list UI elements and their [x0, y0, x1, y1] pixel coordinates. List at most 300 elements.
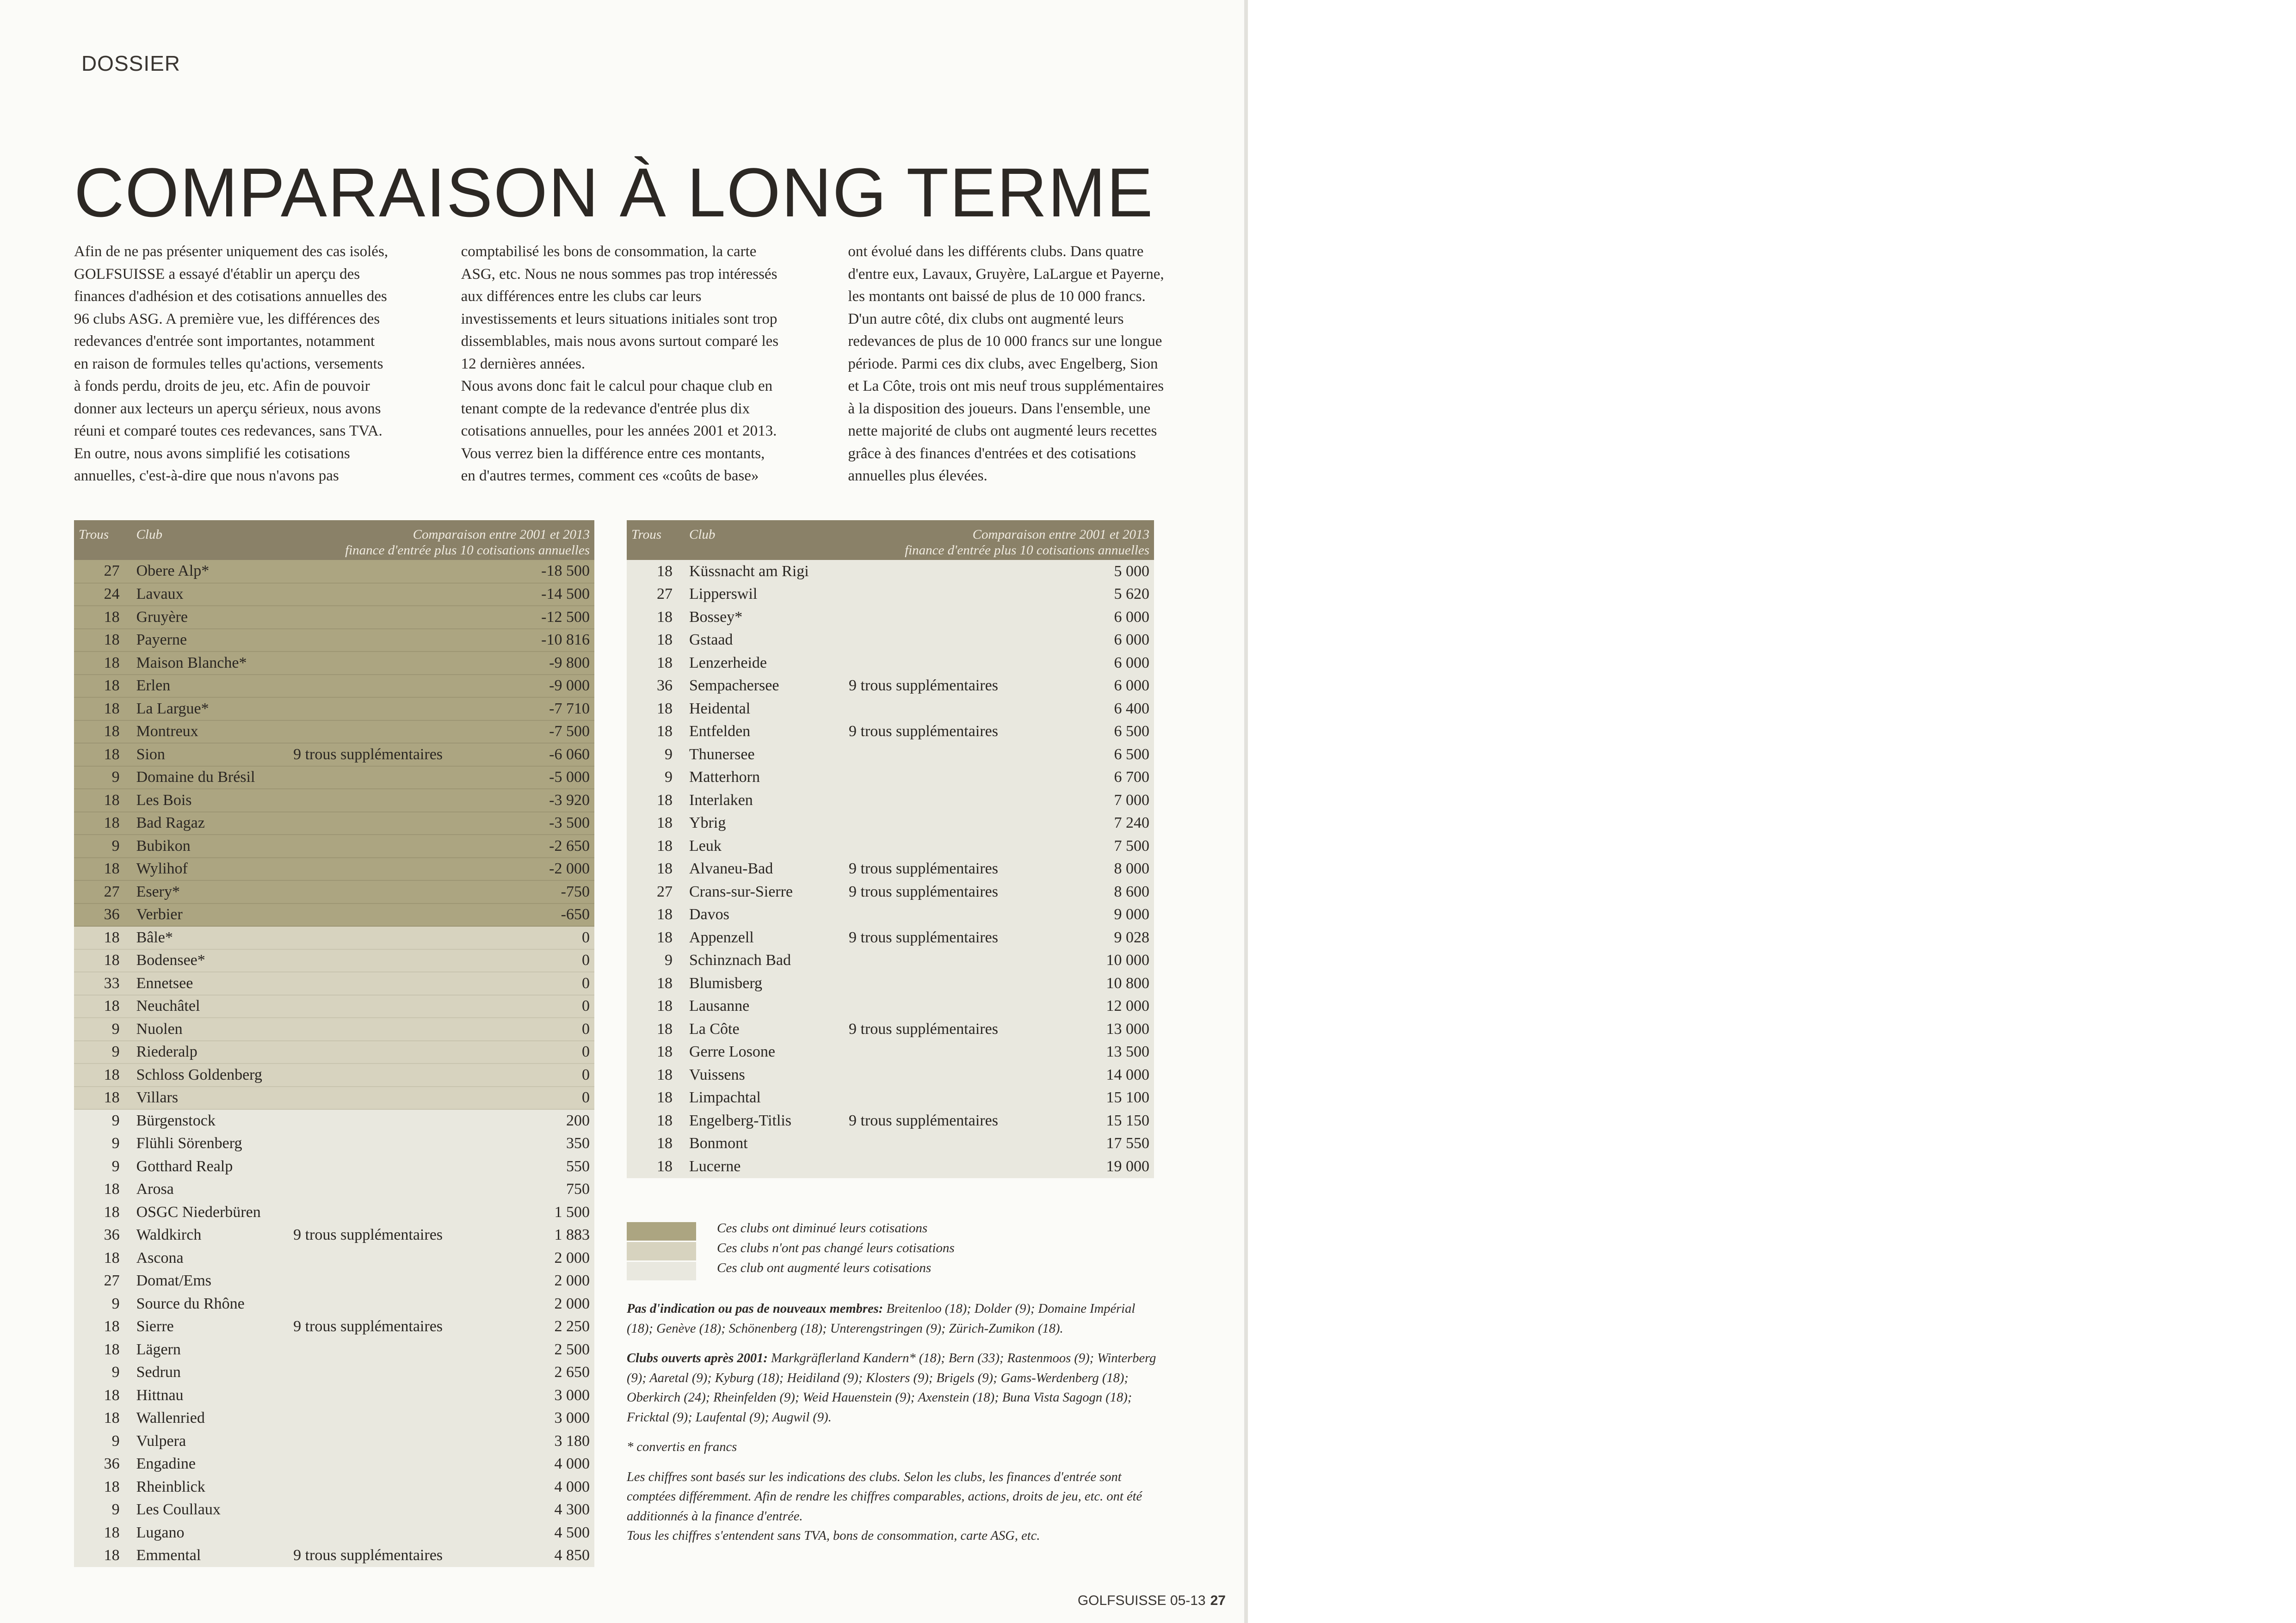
cell-note — [844, 995, 1011, 1018]
cell-holes: 9 — [627, 766, 685, 789]
legend-swatch — [627, 1222, 696, 1241]
table-row — [627, 1155, 1154, 1178]
cell-note — [844, 835, 1011, 858]
cell-note: 9 trous supplémentaires — [844, 880, 1011, 904]
cell-club: Ascona — [132, 1247, 289, 1270]
cell-value: 6 500 — [1011, 720, 1154, 744]
cell-club: La Côte — [685, 1018, 844, 1041]
cell-note — [289, 858, 447, 881]
cell-club: OSGC Niederbüren — [132, 1201, 289, 1224]
cell-holes: 18 — [627, 720, 685, 744]
header-comparison-line2: finance d'entrée plus 10 cotisations annuelles — [905, 543, 1149, 558]
table-row — [627, 880, 1154, 904]
header-comparison — [844, 520, 1154, 560]
cell-value: -9 800 — [447, 652, 594, 675]
cell-note — [844, 766, 1011, 789]
cell-value: 4 000 — [447, 1475, 594, 1499]
cell-club: Les Bois — [132, 789, 289, 812]
cell-club: Bossey* — [685, 606, 844, 629]
cell-note — [844, 1087, 1011, 1110]
table-row — [74, 880, 594, 904]
table-row — [627, 720, 1154, 744]
cell-holes: 18 — [74, 743, 132, 766]
cell-holes: 18 — [74, 1544, 132, 1568]
cell-club: Engadine — [132, 1453, 289, 1476]
cell-note — [289, 1407, 447, 1430]
cell-holes: 27 — [74, 880, 132, 904]
table-row — [74, 1132, 594, 1156]
table-row — [74, 1338, 594, 1361]
cell-club: Les Coullaux — [132, 1499, 289, 1522]
table-row — [627, 1018, 1154, 1041]
table-row — [627, 835, 1154, 858]
cell-holes: 9 — [74, 1499, 132, 1522]
cell-holes: 18 — [74, 720, 132, 744]
legend-label: Ces clubs ont diminué leurs cotisations — [717, 1221, 928, 1236]
table-row — [627, 697, 1154, 720]
cell-value: 5 000 — [1011, 560, 1154, 583]
cell-holes: 18 — [627, 789, 685, 812]
cell-value: 13 500 — [1011, 1041, 1154, 1064]
cell-holes: 18 — [74, 1407, 132, 1430]
cell-holes: 9 — [74, 766, 132, 789]
cell-club: Gruyère — [132, 606, 289, 629]
cell-note — [844, 1064, 1011, 1087]
cell-value: 200 — [447, 1109, 594, 1132]
cell-note — [844, 697, 1011, 720]
cell-holes: 18 — [74, 858, 132, 881]
cell-club: Bodensee* — [132, 949, 289, 972]
cell-value: 6 400 — [1011, 697, 1154, 720]
cell-note: 9 trous supplémentaires — [844, 926, 1011, 949]
cell-note — [289, 675, 447, 698]
cell-club: Engelberg-Titlis — [685, 1109, 844, 1132]
table-row — [627, 675, 1154, 698]
cell-holes: 18 — [74, 995, 132, 1018]
cell-note: 9 trous supplémentaires — [844, 1018, 1011, 1041]
cell-note — [289, 652, 447, 675]
cell-value: 4 850 — [447, 1544, 594, 1568]
note-no-info-text: Breitenloo (18); Dolder (9); Domaine Impérial (18); Genève (18); Schönenberg (18); Unterengstringen (9); Zürich-Zumikon (18). — [627, 1302, 1136, 1336]
table-row — [74, 812, 594, 835]
cell-club: Blumisberg — [685, 972, 844, 995]
cell-club: Lucerne — [685, 1155, 844, 1178]
cell-club: Bubikon — [132, 835, 289, 858]
table-row — [74, 1064, 594, 1087]
cell-note — [289, 1499, 447, 1522]
cell-value: 2 000 — [447, 1292, 594, 1316]
table-row — [627, 858, 1154, 881]
cell-club: Neuchâtel — [132, 995, 289, 1018]
cell-holes: 18 — [74, 949, 132, 972]
cell-note — [844, 1155, 1011, 1178]
table-row — [627, 1041, 1154, 1064]
note-opened-text: Markgräflerland Kandern* (18); Bern (33); Rastenmoos (9); Winterberg (9); Aaretal (9); Kyburg (18); Heidiland (9); Klosters (9); Brigels (9); Gams-Werdenberg (18); Oberkirch (24); Rheinfelden (9); Weid Hauenstein (9); Axenstein (18); Buna Vista Sagogn (18); Fricktal (9); Laufental (9); Augwil (9). — [627, 1351, 1156, 1425]
table-row — [74, 720, 594, 744]
cell-note: 9 trous supplémentaires — [844, 720, 1011, 744]
cell-value: 1 883 — [447, 1224, 594, 1247]
table-row — [74, 904, 594, 927]
cell-value: 6 000 — [1011, 606, 1154, 629]
cell-note — [289, 1453, 447, 1476]
cell-club: Nuolen — [132, 1018, 289, 1041]
table-row — [627, 743, 1154, 766]
cell-club: Bâle* — [132, 926, 289, 949]
table-row — [74, 697, 594, 720]
cell-club: Lugano — [132, 1521, 289, 1544]
cell-value: -650 — [447, 904, 594, 927]
cell-note — [289, 1018, 447, 1041]
cell-note — [289, 1201, 447, 1224]
table-row — [627, 904, 1154, 927]
cell-holes: 18 — [627, 835, 685, 858]
cell-value: -3 500 — [447, 812, 594, 835]
cell-note — [289, 1292, 447, 1316]
table-header — [627, 520, 1154, 560]
cell-holes: 18 — [627, 812, 685, 835]
cell-note — [289, 1384, 447, 1407]
note-opened-label: Clubs ouverts après 2001: — [627, 1351, 768, 1365]
table-row — [74, 949, 594, 972]
cell-note — [289, 926, 447, 949]
cell-holes: 9 — [74, 1018, 132, 1041]
cell-holes: 18 — [74, 1384, 132, 1407]
table-row — [74, 583, 594, 606]
legend-swatch — [627, 1262, 696, 1280]
cell-holes: 36 — [74, 904, 132, 927]
page-footer — [994, 1593, 1226, 1609]
note-basis-2: Tous les chiffres s'entendent sans TVA, bons de consommation, carte ASG, etc. — [627, 1529, 1040, 1543]
table-row — [627, 995, 1154, 1018]
cell-holes: 36 — [627, 675, 685, 698]
table-row — [74, 1041, 594, 1064]
cell-note: 9 trous supplémentaires — [844, 858, 1011, 881]
cell-holes: 18 — [74, 1475, 132, 1499]
table-row — [627, 766, 1154, 789]
cell-value: 13 000 — [1011, 1018, 1154, 1041]
cell-value: 14 000 — [1011, 1064, 1154, 1087]
cell-club: Montreux — [132, 720, 289, 744]
table-row — [627, 789, 1154, 812]
intro-text — [74, 240, 1166, 499]
cell-value: 4 000 — [447, 1453, 594, 1476]
cell-holes: 33 — [74, 972, 132, 995]
cell-holes: 18 — [74, 629, 132, 652]
cell-club: Limpachtal — [685, 1087, 844, 1110]
table-row — [74, 1499, 594, 1522]
cell-club: Emmental — [132, 1544, 289, 1568]
cell-value: 0 — [447, 1087, 594, 1110]
cell-note — [289, 904, 447, 927]
cell-holes: 18 — [627, 1155, 685, 1178]
cell-value: 3 180 — [447, 1430, 594, 1453]
cell-holes: 9 — [74, 1361, 132, 1384]
cell-holes: 18 — [74, 1338, 132, 1361]
cell-holes: 18 — [627, 629, 685, 652]
cell-value: -10 816 — [447, 629, 594, 652]
cell-holes: 18 — [627, 1064, 685, 1087]
cell-value: 0 — [447, 972, 594, 995]
cell-club: Wylihof — [132, 858, 289, 881]
cell-holes: 9 — [74, 1132, 132, 1156]
intro-paragraph: Nous avons donc fait le calcul pour chaque club en tenant compte de la redevance d'entrée plus dix cotisations annuelles, pour les années 2001 et 2013. Vous verrez bien la différence entre ces montants, en d'autres termes, comment ces «coûts de base» ont évolué dans les différents clubs. Dans quatre d'entre eux, Lavaux, Gruyère, LaLargue et Payerne, les montants ont baissé de plus de 10 000 francs. D'un autre côté, dix clubs ont augmenté leurs redevances de plus de 10 000 francs sur une longue période. Parmi ces dix clubs, avec Engelberg, Sion et La Côte, trois ont mis neuf trous supplémentaires à la disposition des joueurs. Dans l'ensemble, une nette majorité de clubs ont augmenté leurs recettes grâce à des finances d'entrées et des cotisations annuelles plus élevées. — [461, 243, 1164, 484]
cell-note — [289, 583, 447, 606]
cell-holes: 18 — [627, 1109, 685, 1132]
cell-value: 8 600 — [1011, 880, 1154, 904]
article-title: COMPARAISON À LONG TERME — [74, 154, 1154, 231]
cell-note — [844, 789, 1011, 812]
note-no-info-label: Pas d'indication ou pas de nouveaux membres: — [627, 1302, 883, 1316]
cell-holes: 9 — [74, 1109, 132, 1132]
cell-club: Rheinblick — [132, 1475, 289, 1499]
cell-holes: 18 — [627, 652, 685, 675]
cell-value: -9 000 — [447, 675, 594, 698]
cell-value: -7 710 — [447, 697, 594, 720]
cell-club: Vulpera — [132, 1430, 289, 1453]
cell-club: Domaine du Brésil — [132, 766, 289, 789]
cell-value: -750 — [447, 880, 594, 904]
legend-swatch — [627, 1242, 696, 1260]
cell-club: Heidental — [685, 697, 844, 720]
cell-value: -14 500 — [447, 583, 594, 606]
cell-note — [289, 789, 447, 812]
table-row — [74, 1292, 594, 1316]
table-row — [74, 1270, 594, 1293]
cell-holes: 18 — [627, 926, 685, 949]
cell-note — [289, 1041, 447, 1064]
cell-value: 9 000 — [1011, 904, 1154, 927]
header-comparison-line1: Comparaison entre 2001 et 2013 — [413, 527, 590, 542]
cell-value: -18 500 — [447, 560, 594, 583]
cell-club: Hittnau — [132, 1384, 289, 1407]
cell-note: 9 trous supplémentaires — [289, 1316, 447, 1339]
table-row — [74, 766, 594, 789]
cell-note — [289, 1155, 447, 1178]
cell-value: 15 150 — [1011, 1109, 1154, 1132]
cell-holes: 9 — [74, 835, 132, 858]
note-converted: * convertis en francs — [627, 1440, 737, 1454]
table-row — [74, 858, 594, 881]
table-row — [74, 1018, 594, 1041]
table-row — [74, 652, 594, 675]
cell-club: Sierre — [132, 1316, 289, 1339]
cell-note — [289, 1430, 447, 1453]
table-row — [74, 835, 594, 858]
table-row — [74, 1201, 594, 1224]
cell-note — [289, 560, 447, 583]
cell-value: 6 000 — [1011, 652, 1154, 675]
cell-note — [289, 972, 447, 995]
cell-value: 4 500 — [447, 1521, 594, 1544]
cell-holes: 18 — [627, 858, 685, 881]
cell-club: Davos — [685, 904, 844, 927]
cell-club: Erlen — [132, 675, 289, 698]
cell-holes: 18 — [74, 652, 132, 675]
table-row — [627, 652, 1154, 675]
cell-note — [844, 1041, 1011, 1064]
cell-note — [844, 743, 1011, 766]
cell-holes: 27 — [74, 560, 132, 583]
cell-holes: 18 — [74, 812, 132, 835]
cell-value: 0 — [447, 926, 594, 949]
cell-club: Gotthard Realp — [132, 1155, 289, 1178]
intro-paragraph: Afin de ne pas présenter uniquement des cas isolés, GOLFSUISSE a essayé d'établir un aperçu des finances d'adhésion et des cotisations annuelles des 96 clubs ASG. A première vue, les différences des redevances d'entrée sont importantes, notamment en raison de formules telles qu'actions, versements à fonds perdu, droits de jeu, etc. Afin de pouvoir donner aux lecteurs un aperçu sérieux, nous avons réuni et comparé toutes ces redevances, sans TVA. En outre, nous avons simplifié les cotisations annuelles, c'est-à-dire que nous n'avons pas comptabilisé les bons de consommation, la carte ASG, etc. Nous ne nous sommes pas trop intéressés aux différences entre les clubs car leurs investissements et leurs situations initiales sont trop dissemblables, mais nous avons surtout comparé les 12 dernières années. — [74, 243, 779, 484]
cell-club: Lipperswil — [685, 583, 844, 606]
cell-holes: 18 — [74, 1247, 132, 1270]
table-row — [74, 926, 594, 949]
cell-holes: 18 — [74, 606, 132, 629]
cell-holes: 18 — [627, 1041, 685, 1064]
comparison-table-right — [627, 520, 1154, 1178]
cell-value: 0 — [447, 1041, 594, 1064]
cell-value: 12 000 — [1011, 995, 1154, 1018]
cell-holes: 18 — [74, 1064, 132, 1087]
cell-note — [289, 720, 447, 744]
cell-note — [844, 972, 1011, 995]
cell-value: 3 000 — [447, 1407, 594, 1430]
table-row — [74, 1521, 594, 1544]
cell-club: Lägern — [132, 1338, 289, 1361]
table-row — [74, 1155, 594, 1178]
table-row — [627, 1132, 1154, 1156]
cell-holes: 9 — [627, 949, 685, 972]
cell-club: Lavaux — [132, 583, 289, 606]
legend-label: Ces clubs n'ont pas changé leurs cotisations — [717, 1241, 955, 1255]
cell-holes: 18 — [627, 1087, 685, 1110]
cell-holes: 18 — [74, 789, 132, 812]
page-edge — [1244, 0, 1248, 1623]
cell-value: 4 300 — [447, 1499, 594, 1522]
cell-club: Lenzerheide — [685, 652, 844, 675]
comparison-table-left — [74, 520, 594, 1567]
magazine-issue: GOLFSUISSE 05-13 — [1077, 1593, 1206, 1608]
table-row — [627, 560, 1154, 583]
cell-note — [289, 949, 447, 972]
cell-club: Wallenried — [132, 1407, 289, 1430]
cell-holes: 18 — [627, 606, 685, 629]
cell-note — [289, 766, 447, 789]
cell-holes: 18 — [627, 1132, 685, 1156]
cell-note — [844, 1132, 1011, 1156]
table-row — [74, 995, 594, 1018]
cell-holes: 18 — [74, 1316, 132, 1339]
table-row — [74, 1544, 594, 1568]
cell-holes: 18 — [627, 904, 685, 927]
cell-value: 2 000 — [447, 1247, 594, 1270]
cell-holes: 18 — [74, 697, 132, 720]
cell-club: Schinznach Bad — [685, 949, 844, 972]
table-row — [627, 972, 1154, 995]
cell-value: 3 000 — [447, 1384, 594, 1407]
table-row — [74, 1224, 594, 1247]
cell-holes: 9 — [74, 1430, 132, 1453]
table-row — [627, 949, 1154, 972]
cell-note — [289, 1087, 447, 1110]
note-basis-1: Les chiffres sont basés sur les indications des clubs. Selon les clubs, les finances d'entrée sont comptées différemment. Afin de rendre les chiffres comparables, actions, droits de jeu, etc. ont été additionnés à la finance d'entrée. — [627, 1469, 1142, 1524]
cell-value: -2 650 — [447, 835, 594, 858]
table-row — [74, 1475, 594, 1499]
cell-note — [289, 880, 447, 904]
cell-club: Appenzell — [685, 926, 844, 949]
cell-holes: 18 — [74, 675, 132, 698]
cell-club: Sempachersee — [685, 675, 844, 698]
cell-club: Source du Rhône — [132, 1292, 289, 1316]
cell-note — [289, 1178, 447, 1201]
cell-holes: 18 — [74, 1178, 132, 1201]
cell-value: 2 250 — [447, 1316, 594, 1339]
table-row — [74, 675, 594, 698]
cell-holes: 36 — [74, 1224, 132, 1247]
cell-holes: 9 — [74, 1292, 132, 1316]
cell-value: 15 100 — [1011, 1087, 1154, 1110]
cell-holes: 18 — [74, 926, 132, 949]
cell-value: 10 000 — [1011, 949, 1154, 972]
cell-holes: 18 — [627, 972, 685, 995]
cell-club: Schloss Goldenberg — [132, 1064, 289, 1087]
cell-note: 9 trous supplémentaires — [289, 743, 447, 766]
table-row — [627, 926, 1154, 949]
cell-club: Flühli Sörenberg — [132, 1132, 289, 1156]
cell-holes: 9 — [74, 1041, 132, 1064]
cell-club: Bürgenstock — [132, 1109, 289, 1132]
cell-value: 2 650 — [447, 1361, 594, 1384]
cell-value: -2 000 — [447, 858, 594, 881]
cell-value: 5 620 — [1011, 583, 1154, 606]
cell-club: Payerne — [132, 629, 289, 652]
cell-holes: 27 — [627, 583, 685, 606]
note-no-info — [627, 1299, 1159, 1339]
table-body — [74, 560, 594, 1567]
table-body — [627, 560, 1154, 1178]
cell-holes: 18 — [627, 995, 685, 1018]
cell-note — [289, 1521, 447, 1544]
cell-club: Ennetsee — [132, 972, 289, 995]
header-comparison — [289, 520, 594, 560]
table-row — [74, 743, 594, 766]
cell-value: 10 800 — [1011, 972, 1154, 995]
note-basis — [627, 1468, 1159, 1546]
table-row — [74, 1430, 594, 1453]
cell-holes: 24 — [74, 583, 132, 606]
cell-club: Leuk — [685, 835, 844, 858]
cell-note — [289, 1109, 447, 1132]
header-club: Club — [132, 520, 289, 560]
cell-holes: 18 — [74, 1087, 132, 1110]
cell-holes: 18 — [74, 1521, 132, 1544]
table-row — [627, 629, 1154, 652]
cell-note — [844, 812, 1011, 835]
cell-note: 9 trous supplémentaires — [289, 1224, 447, 1247]
cell-club: Gerre Losone — [685, 1041, 844, 1064]
cell-value: 6 000 — [1011, 675, 1154, 698]
cell-club: Lausanne — [685, 995, 844, 1018]
cell-holes: 9 — [74, 1155, 132, 1178]
cell-value: 750 — [447, 1178, 594, 1201]
header-holes: Trous — [74, 520, 132, 560]
cell-club: Arosa — [132, 1178, 289, 1201]
cell-value: 1 500 — [447, 1201, 594, 1224]
cell-value: 0 — [447, 995, 594, 1018]
table-row — [74, 629, 594, 652]
cell-value: 0 — [447, 1064, 594, 1087]
cell-club: Küssnacht am Rigi — [685, 560, 844, 583]
table-row — [74, 1361, 594, 1384]
cell-club: Riederalp — [132, 1041, 289, 1064]
table-row — [74, 1384, 594, 1407]
cell-note: 9 trous supplémentaires — [289, 1544, 447, 1568]
cell-holes: 18 — [74, 1201, 132, 1224]
table-row — [74, 1247, 594, 1270]
